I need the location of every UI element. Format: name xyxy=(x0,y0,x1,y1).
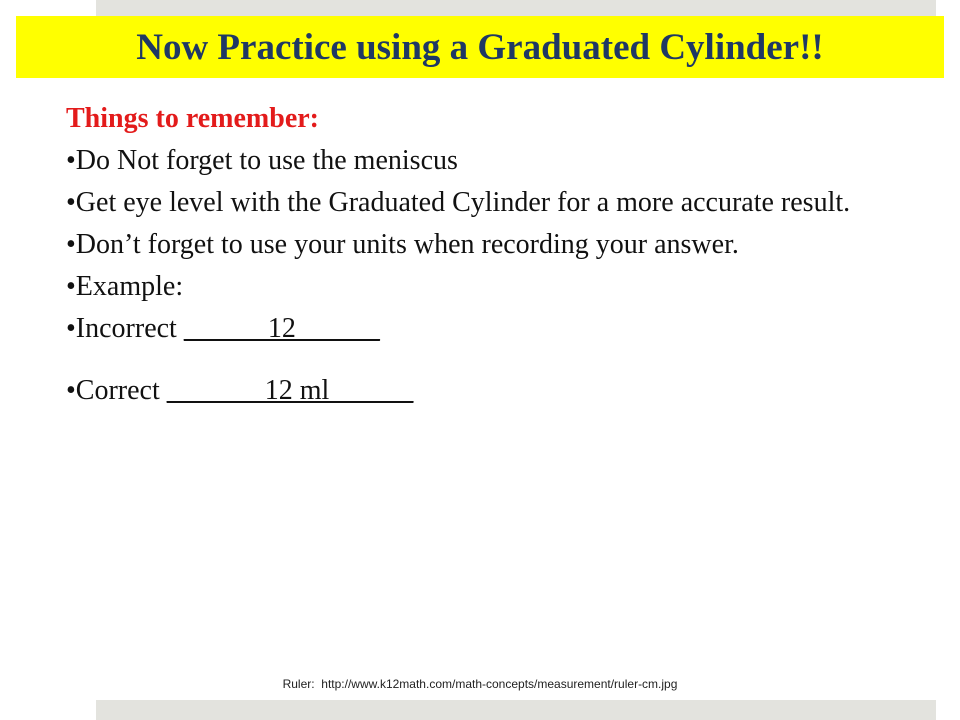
bullet-units: •Don’t forget to use your units when recording your answer. xyxy=(66,229,739,260)
example-correct xyxy=(66,370,896,412)
bullet-meniscus: •Do Not forget to use the meniscus xyxy=(66,145,458,176)
incorrect-answer: ______12______ xyxy=(183,313,380,344)
incorrect-label: •Incorrect xyxy=(66,313,184,344)
correct-answer: _______12 ml______ xyxy=(166,375,414,406)
bullet-eye-level: •Get eye level with the Graduated Cylinder for a more accurate result. xyxy=(66,187,851,218)
example-incorrect xyxy=(66,308,896,350)
slide-body xyxy=(66,98,896,412)
section-heading: Things to remember: xyxy=(66,103,319,134)
title-bar xyxy=(16,16,944,78)
bullet-example: •Example: xyxy=(66,271,184,302)
bottom-decor-band xyxy=(96,700,936,720)
image-credit: Ruler: http://www.k12math.com/math-concepts/measurement/ruler-cm.jpg xyxy=(282,677,678,691)
correct-label: •Correct xyxy=(66,375,167,406)
slide-title: Now Practice using a Graduated Cylinder!! xyxy=(136,26,824,68)
